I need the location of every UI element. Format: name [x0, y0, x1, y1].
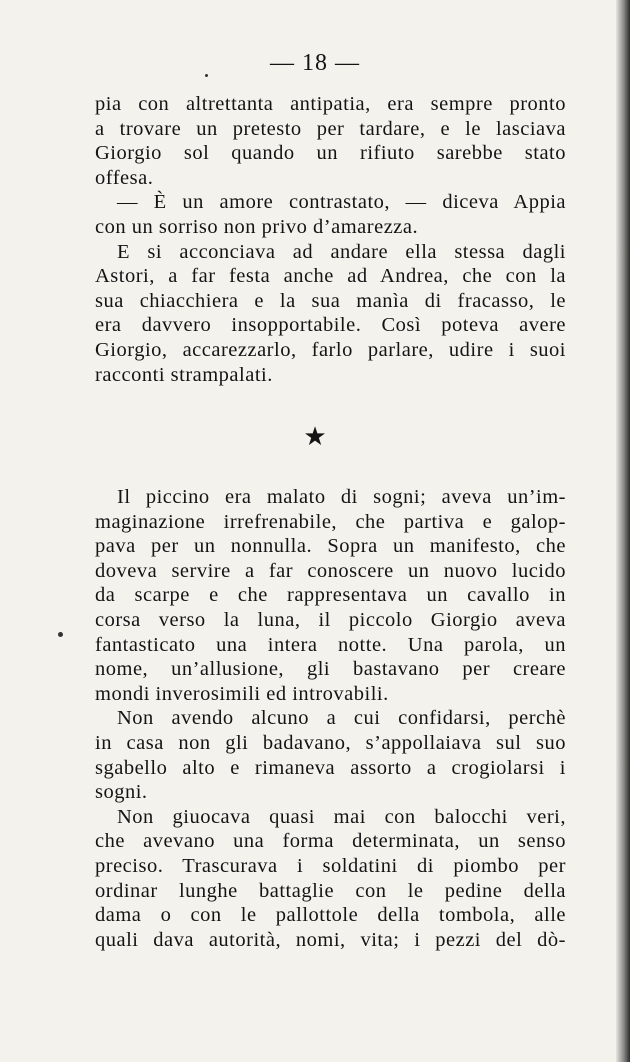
- text-line: ordinar lunghe battaglie con le pedine della: [95, 879, 566, 902]
- text-line: a trovare un pretesto per tardare, e le lasciava: [95, 117, 566, 140]
- text-block-top: [95, 92, 566, 387]
- text-line: racconti strampalati.: [95, 363, 273, 386]
- text-line: Non giuocava quasi mai con balocchi veri,: [117, 805, 566, 828]
- text-line: Non avendo alcuno a cui confidarsi, perchè: [117, 707, 566, 730]
- text-line: fantasticato una intera notte. Una parola, un: [95, 633, 566, 656]
- text-line: Il piccino era malato di sogni; aveva un’im-: [117, 486, 566, 508]
- text-line: maginazione irrefrenabile, che partiva e galop-: [95, 510, 566, 533]
- text-line: in casa non gli badavano, s’appollaiava sul suo: [95, 731, 566, 754]
- text-line: Giorgio, accarezzarlo, farlo parlare, udire i suoi: [95, 338, 566, 361]
- text-line: sogni.: [95, 781, 148, 804]
- print-speck: [58, 632, 63, 637]
- text-line: Astori, a far festa anche ad Andrea, che con la: [95, 265, 566, 288]
- text-line: Giorgio sol quando un rifiuto sarebbe stato: [95, 142, 566, 165]
- text-line: mondi inverosimili ed introvabili.: [95, 682, 389, 705]
- text-line: sua chiacchiera e la sua manìa di fracasso, le: [95, 289, 566, 312]
- page-edge-shadow: [616, 0, 630, 1062]
- text-line: — È un amore contrastato, — diceva Appia: [117, 191, 566, 214]
- text-line: corsa verso la luna, il piccolo Giorgio aveva: [95, 608, 566, 631]
- page-number: — 18 —: [270, 50, 360, 76]
- text-line: che avevano una forma determinata, un senso: [95, 830, 566, 853]
- text-line: doveva servire a far conoscere un nuovo lucido: [95, 559, 566, 582]
- section-separator-star: ★: [303, 422, 327, 451]
- text-line: da scarpe e che rappresentava un cavallo in: [95, 584, 566, 607]
- text-line: con un sorriso non privo d’amarezza.: [95, 215, 419, 238]
- text-line: dama o con le pallottole della tombola, alle: [95, 904, 566, 927]
- text-line: offesa.: [95, 166, 154, 189]
- text-line: nome, un’allusione, gli bastavano per creare: [95, 658, 566, 681]
- text-line: quali dava autorità, nomi, vita; i pezzi del dò-: [95, 928, 566, 951]
- text-line: pava per un nonnulla. Sopra un manifesto, che: [95, 535, 566, 558]
- text-block-bottom: [95, 485, 566, 952]
- print-speck: [205, 74, 208, 77]
- text-line: preciso. Trascurava i soldatini di piombo per: [95, 854, 566, 877]
- text-line: pia con altrettanta antipatia, era sempre pronto: [95, 93, 566, 115]
- text-line: E si acconciava ad andare ella stessa dagli: [117, 240, 566, 263]
- text-line: era davvero insopportabile. Così poteva avere: [95, 314, 566, 337]
- text-line: sgabello alto e rimaneva assorto a crogiolarsi i: [95, 756, 566, 779]
